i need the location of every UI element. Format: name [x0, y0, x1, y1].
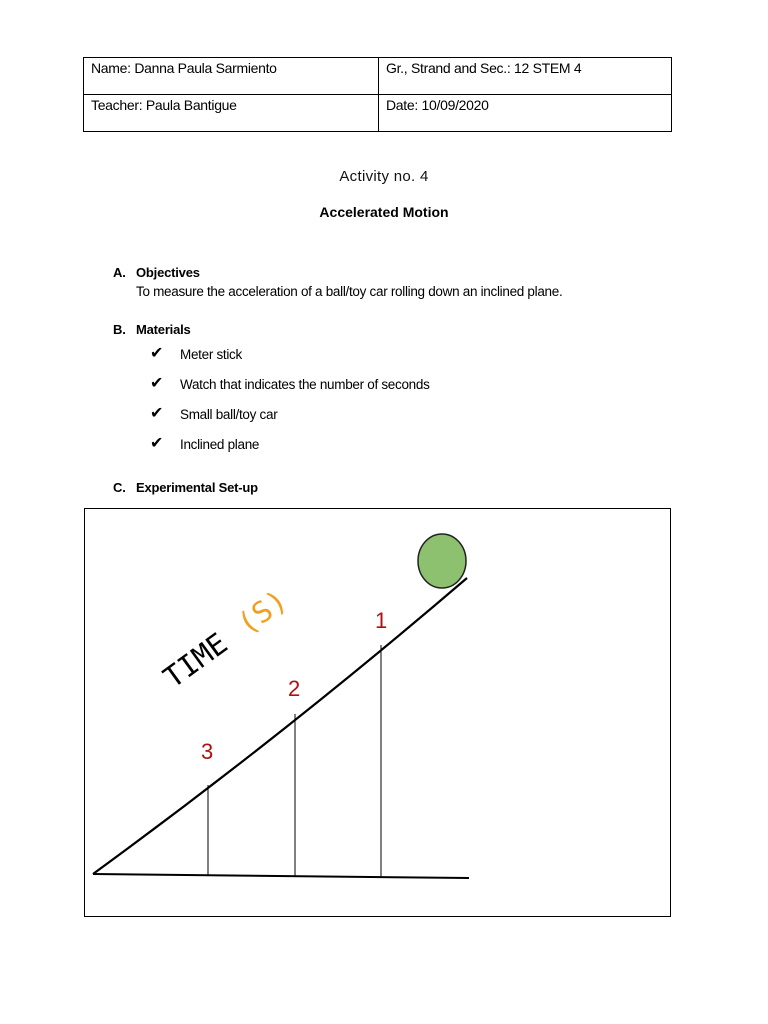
teacher-cell: Teacher: Paula Bantigue: [84, 95, 379, 132]
materials-letter: B.: [113, 322, 126, 337]
time-unit: (S): [231, 582, 294, 641]
ground-line: [93, 874, 469, 878]
incline-line: [93, 578, 467, 874]
check-icon: ✔: [150, 405, 164, 422]
setup-letter: C.: [113, 480, 126, 495]
material-label: Watch that indicates the number of seconds: [180, 376, 430, 392]
check-icon: ✔: [150, 375, 164, 392]
objectives-letter: A.: [113, 265, 126, 280]
ball: [418, 534, 466, 588]
setup-title: Experimental Set-up: [136, 480, 258, 495]
list-item: [150, 374, 430, 394]
marker-1: 1: [375, 608, 388, 633]
time-word: TIME: [157, 626, 234, 695]
check-icon: ✔: [150, 435, 164, 452]
grade-cell: Gr., Strand and Sec.: 12 STEM 4: [379, 58, 672, 95]
material-label: Inclined plane: [180, 436, 260, 452]
marker-2: 2: [288, 676, 301, 701]
materials-title: Materials: [136, 322, 191, 337]
setup-diagram: [84, 508, 671, 917]
setup-heading: [113, 480, 258, 495]
material-label: Meter stick: [180, 346, 242, 362]
marker-3: 3: [201, 739, 214, 764]
objectives-title: Objectives: [136, 265, 200, 280]
objectives-heading: [113, 265, 200, 280]
objectives-text: To measure the acceleration of a ball/toy car rolling down an inclined plane.: [136, 284, 563, 299]
activity-title: Accelerated Motion: [319, 204, 449, 220]
incline-drawing: [85, 509, 672, 918]
check-icon: ✔: [150, 345, 164, 362]
time-label: [157, 583, 293, 695]
activity-number: Activity no. 4: [339, 168, 429, 185]
date-cell: Date: 10/09/2020: [379, 95, 672, 132]
info-table: [83, 57, 672, 132]
list-item: [150, 344, 242, 364]
list-item: [150, 404, 277, 424]
material-label: Small ball/toy car: [180, 406, 278, 422]
list-item: [150, 434, 259, 454]
materials-heading: [113, 322, 191, 337]
name-cell: Name: Danna Paula Sarmiento: [84, 58, 379, 95]
